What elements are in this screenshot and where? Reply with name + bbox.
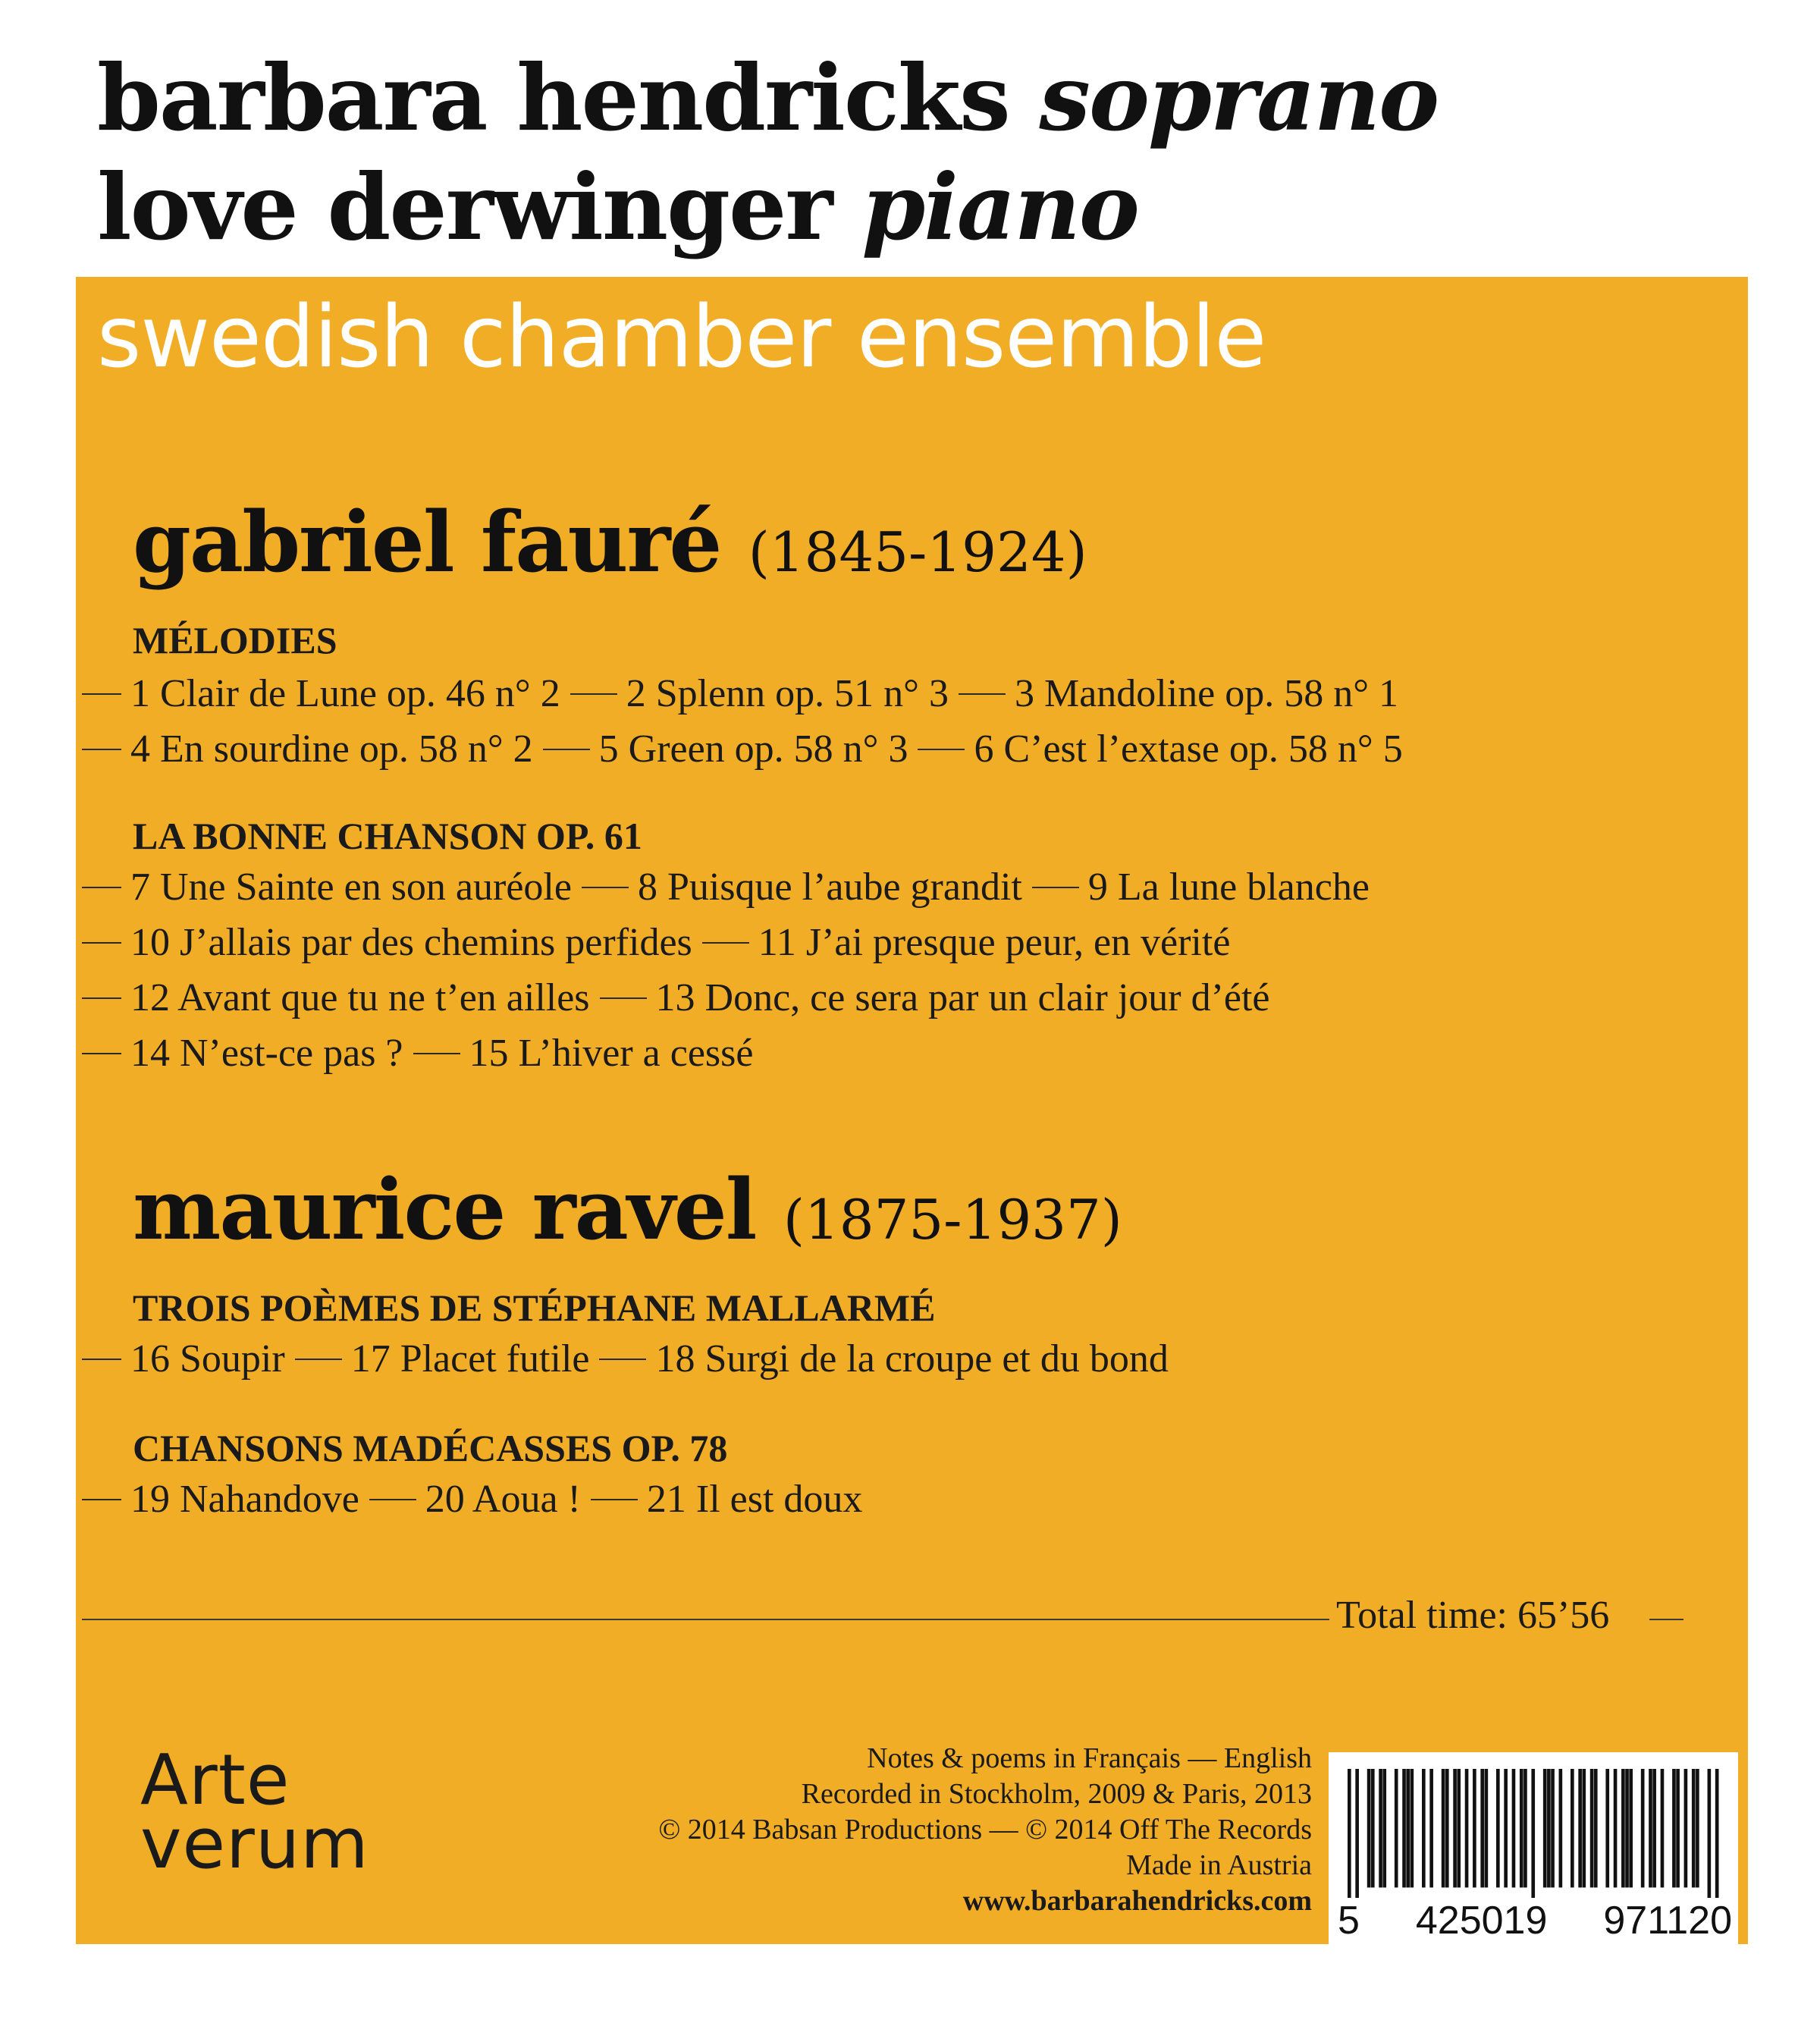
- barcode-bar: [1696, 1769, 1699, 1887]
- barcode-bar: [1551, 1769, 1555, 1887]
- track: 3 Mandoline op. 58 n° 1: [1014, 672, 1399, 715]
- track: 11 J’ai presque peur, en vérité: [758, 921, 1231, 964]
- barcode-bar: [1406, 1769, 1410, 1887]
- barcode-bar: [1614, 1769, 1618, 1887]
- track: 13 Donc, ce sera par un clair jour d’été: [655, 976, 1270, 1019]
- barcode-bar: [1559, 1769, 1563, 1887]
- dash-separator: [702, 942, 749, 944]
- artist-role: piano: [861, 154, 1138, 261]
- track: 17 Placet futile: [350, 1337, 590, 1381]
- dash-separator: [1032, 887, 1079, 888]
- barcode-bar: [1445, 1769, 1449, 1887]
- track: 21 Il est doux: [646, 1478, 863, 1521]
- track-line: [82, 865, 1370, 909]
- barcode-bar: [1485, 1769, 1489, 1887]
- barcode-bars: [1348, 1769, 1719, 1898]
- dash-separator: [82, 997, 121, 999]
- dash-separator: [413, 1053, 460, 1054]
- track-line: [82, 671, 1398, 716]
- barcode-bar: [1480, 1769, 1484, 1887]
- website-link[interactable]: www.barbarahendricks.com: [962, 1885, 1312, 1917]
- barcode-bar: [1520, 1769, 1523, 1887]
- track: 12 Avant que tu ne t’en ailles: [130, 976, 590, 1019]
- barcode-bar: [1473, 1769, 1476, 1887]
- track: 19 Nahandove: [130, 1478, 359, 1521]
- note-line: © 2014 Babsan Productions — © 2014 Off The Records: [658, 1814, 1312, 1846]
- dash-separator: [82, 1053, 121, 1054]
- track-line: [82, 920, 1230, 965]
- dash-separator: [369, 1499, 416, 1500]
- track: 10 J’allais par des chemins perfides: [130, 921, 692, 964]
- logo-line: verum: [140, 1803, 369, 1884]
- track: 6 C’est l’extase op. 58 n° 5: [974, 727, 1403, 771]
- barcode-bar: [1367, 1769, 1371, 1887]
- barcode-bar: [1512, 1769, 1516, 1887]
- dash-separator: [295, 1359, 342, 1360]
- composer-name: gabriel fauré: [133, 493, 721, 591]
- barcode-bar: [1523, 1769, 1527, 1887]
- total-time: Total time: 65’56: [1336, 1594, 1610, 1637]
- artist-role: soprano: [1039, 45, 1439, 152]
- total-time-rule: [82, 1619, 1329, 1620]
- barcode-bar: [1379, 1769, 1382, 1887]
- barcode-bar: [1355, 1769, 1359, 1898]
- track: 5 Green op. 58 n° 3: [598, 727, 908, 771]
- barcode-bar: [1621, 1769, 1625, 1887]
- track: 8 Puisque l’aube grandit: [637, 865, 1022, 909]
- dash-separator: [918, 749, 965, 750]
- composer-name: maurice ravel: [133, 1161, 756, 1258]
- barcode-bar: [1652, 1769, 1656, 1887]
- barcode-bar: [1457, 1769, 1461, 1887]
- dash-separator: [82, 1359, 121, 1360]
- track-line: [82, 1031, 753, 1076]
- barcode-bar: [1676, 1769, 1680, 1887]
- artist-name: love derwinger: [97, 154, 832, 261]
- dash-separator: [82, 693, 121, 695]
- barcode-bar: [1578, 1769, 1582, 1887]
- barcode-bar: [1422, 1769, 1426, 1887]
- barcode-digit-group: 5: [1338, 1899, 1360, 1943]
- track: 16 Soupir: [130, 1337, 285, 1381]
- barcode-digits: [1338, 1898, 1732, 1943]
- barcode-bar: [1641, 1769, 1645, 1887]
- barcode-bar: [1571, 1769, 1574, 1887]
- dash-separator: [959, 693, 1006, 695]
- work-title: MÉLODIES: [133, 619, 337, 661]
- barcode-bar: [1382, 1769, 1386, 1887]
- dash-separator: [82, 887, 121, 888]
- note-line: Notes & poems in Français — English: [867, 1742, 1312, 1774]
- track: 18 Surgi de la croupe et du bond: [655, 1337, 1169, 1381]
- work-title: CHANSONS MADÉCASSES OP. 78: [133, 1427, 728, 1469]
- dash-separator: [543, 749, 590, 750]
- barcode-bar: [1547, 1769, 1551, 1887]
- barcode-bar: [1531, 1769, 1535, 1898]
- note-line: Recorded in Stockholm, 2009 & Paris, 2013: [801, 1778, 1312, 1810]
- barcode: [1329, 1752, 1738, 1944]
- barcode-bar: [1465, 1769, 1469, 1887]
- barcode-bar: [1625, 1769, 1629, 1887]
- dash-separator: [82, 1499, 121, 1500]
- dash-separator: [582, 887, 629, 888]
- barcode-bar: [1715, 1769, 1719, 1898]
- artist-name: barbara hendricks: [97, 45, 1009, 152]
- artist-soprano-line: [97, 45, 1439, 152]
- track: 1 Clair de Lune op. 46 n° 2: [130, 672, 560, 715]
- total-time-rule-end: [1649, 1619, 1684, 1620]
- barcode-bar: [1543, 1769, 1547, 1887]
- note-line: Made in Austria: [1126, 1849, 1312, 1881]
- work-title: TROIS POÈMES DE STÉPHANE MALLARMÉ: [133, 1286, 936, 1329]
- barcode-bar: [1504, 1769, 1508, 1887]
- barcode-bar: [1594, 1769, 1598, 1887]
- track: 20 Aoua !: [425, 1478, 581, 1521]
- barcode-bar: [1442, 1769, 1445, 1887]
- dash-separator: [591, 1499, 638, 1500]
- track: 7 Une Sainte en son auréole: [130, 865, 572, 909]
- barcode-bar: [1429, 1769, 1433, 1887]
- barcode-bar: [1371, 1769, 1375, 1887]
- track: 15 L’hiver a cessé: [469, 1032, 754, 1075]
- barcode-bar: [1708, 1769, 1712, 1898]
- dash-separator: [599, 1359, 646, 1360]
- barcode-digit-group: 971120: [1603, 1899, 1732, 1943]
- barcode-bar: [1410, 1769, 1414, 1887]
- track-line: [82, 727, 1403, 771]
- barcode-bar: [1672, 1769, 1676, 1887]
- composer-heading: [133, 493, 1087, 591]
- barcode-bar: [1649, 1769, 1652, 1887]
- barcode-bar: [1453, 1769, 1457, 1887]
- arte-verum-logo: [140, 1739, 369, 1884]
- dash-separator: [82, 942, 121, 944]
- barcode-bar: [1605, 1769, 1609, 1887]
- barcode-bar: [1402, 1769, 1406, 1887]
- track-line: [82, 1477, 862, 1522]
- barcode-bar: [1661, 1769, 1665, 1887]
- barcode-bar: [1629, 1769, 1633, 1887]
- track: 2 Splenn op. 51 n° 3: [626, 672, 949, 715]
- barcode-bar: [1692, 1769, 1696, 1887]
- barcode-bar: [1582, 1769, 1586, 1887]
- barcode-bar: [1348, 1769, 1351, 1898]
- track: 9 La lune blanche: [1087, 865, 1370, 909]
- track: 4 En sourdine op. 58 n° 2: [130, 727, 533, 771]
- dash-separator: [600, 997, 647, 999]
- barcode-bar: [1684, 1769, 1688, 1887]
- barcode-digit-group: 425019: [1415, 1899, 1548, 1943]
- barcode-bar: [1590, 1769, 1594, 1887]
- track-line: [82, 1337, 1169, 1381]
- artist-piano-line: [97, 154, 1138, 261]
- work-title: LA BONNE CHANSON OP. 61: [133, 815, 642, 857]
- ensemble-name: swedish chamber ensemble: [97, 288, 1266, 387]
- dash-separator: [82, 749, 121, 750]
- dash-separator: [570, 693, 617, 695]
- barcode-bar: [1496, 1769, 1500, 1887]
- barcode-bar: [1395, 1769, 1398, 1887]
- composer-heading: [133, 1161, 1122, 1258]
- track: 14 N’est-ce pas ?: [130, 1032, 403, 1075]
- track-line: [82, 975, 1270, 1020]
- composer-dates: (1875-1937): [783, 1188, 1122, 1252]
- composer-dates: (1845-1924): [748, 520, 1087, 584]
- production-notes: [576, 1741, 1312, 1919]
- logo-line: Arte: [140, 1739, 290, 1820]
